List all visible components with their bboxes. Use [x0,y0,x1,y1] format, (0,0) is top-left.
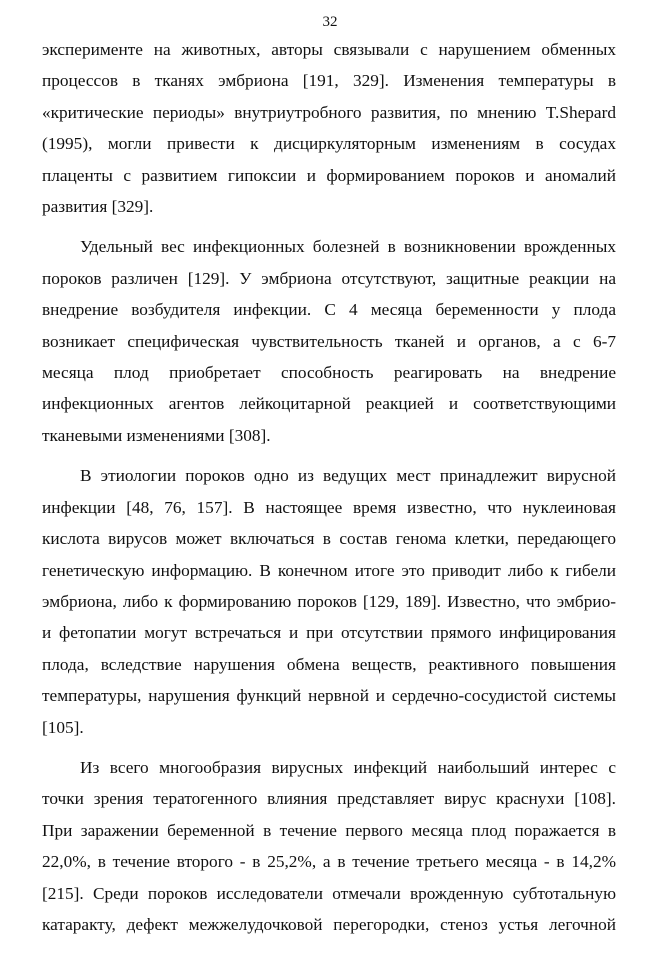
text-line: катаракту, дефект межжелудочковой перегородки, стеноз устья легочной [42,914,616,934]
text-line: «критические периоды» внутриутробного развития, по мнению T.Shepard [42,102,616,122]
text-line: пороков различен [129]. У эмбриона отсутствуют, защитные реакции на [42,268,616,288]
text-line: процессов в тканях эмбриона [191, 329]. Изменения температуры в [42,71,616,91]
text-line: инфекционных агентов лейкоцитарной реакцией и соответствующими [42,394,616,414]
text-line: генетическую информацию. В конечном итоге это приводит либо к гибели [42,560,616,580]
text-line: При заражении беременной в течение первого месяца плод поражается в [42,820,616,840]
text-line: температуры, нарушения функций нервной и сердечно-сосудистой системы [42,686,616,706]
text-body [42,34,616,940]
text-line: В этиологии пороков одно из ведущих мест принадлежит вирусной [80,466,616,486]
text-line: эксперименте на животных, авторы связывали с нарушением обменных [42,40,616,59]
paragraph-2 [42,231,616,451]
text-line: Из всего многообразия вирусных инфекций наибольший интерес с [80,757,616,777]
text-line: кислота вирусов может включаться в состав генома клетки, передающего [42,529,616,549]
text-line: эмбриона, либо к формированию пороков [129, 189]. Известно, что эмбрио- [42,591,616,611]
paragraph-4 [42,752,616,940]
text-line: возникает специфическая чувствительность тканей и органов, а с 6-7 [42,331,616,351]
text-line: внедрение возбудителя инфекции. С 4 месяца беременности у плода [42,300,616,320]
paragraph-3 [42,460,616,743]
text-line: Удельный вес инфекционных болезней в возникновении врожденных [80,237,616,257]
paragraph-1 [42,34,616,222]
text-line: плаценты с развитием гипоксии и формированием пороков и аномалий [42,165,616,185]
text-line: развития [329]. [42,197,154,217]
text-line: 22,0%, в течение второго - в 25,2%, а в течение третьего месяца - в 14,2% [42,852,616,872]
text-line: [215]. Среди пороков исследователи отмечали врожденную субтотальную [42,883,616,903]
text-line: инфекции [48, 76, 157]. В настоящее время известно, что нуклеиновая [42,497,616,517]
text-line: месяца плод приобретает способность реагировать на внедрение [42,363,616,383]
text-line: и фетопатии могут встречаться и при отсутствии прямого инфицирования [42,623,616,643]
text-line: (1995), могли привести к дисциркуляторным изменениям в сосудах [42,134,616,154]
text-line: [105]. [42,717,84,737]
text-line: плода, вследствие нарушения обмена веществ, реактивного повышения [42,654,616,674]
page-number: 32 [322,14,338,30]
text-line: тканевыми изменениями [308]. [42,425,271,445]
text-line: точки зрения тератогенного влияния представляет вирус краснухи [108]. [42,789,616,809]
